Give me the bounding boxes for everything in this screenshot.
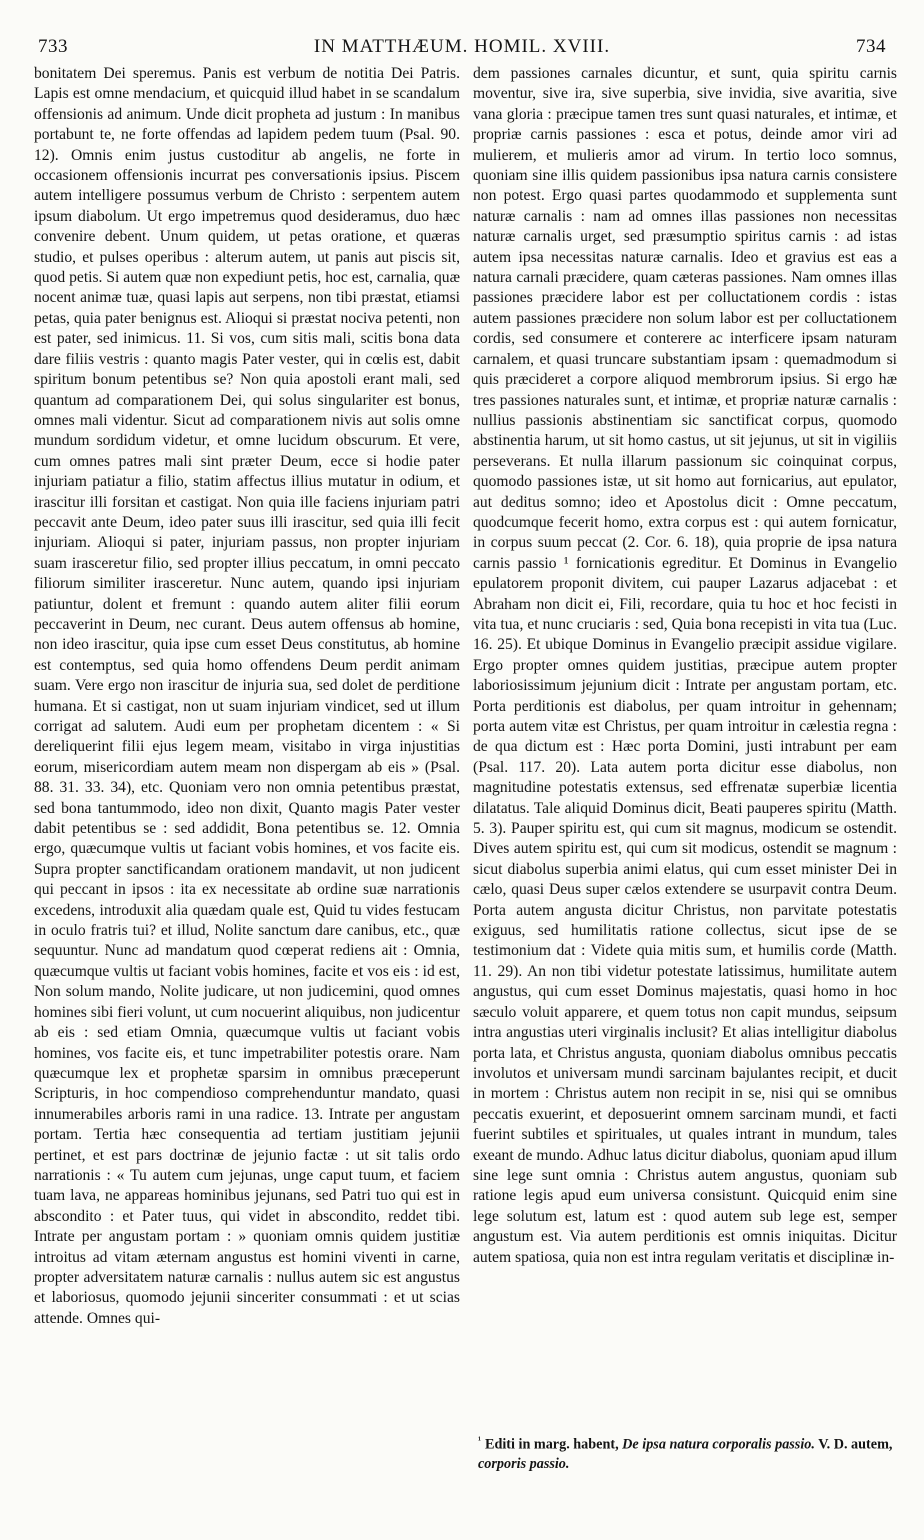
text-column-right <box>473 64 897 1418</box>
footnote-text-before: Editi in marg. habent, <box>485 1436 623 1453</box>
page-number-left: 733 <box>38 36 68 57</box>
footnote-text-middle: V. D. autem, <box>814 1436 893 1453</box>
column-divider <box>466 64 467 1504</box>
running-title: IN MATTHÆUM. HOMIL. XVIII. <box>313 36 611 57</box>
page-number-right: 734 <box>856 36 886 57</box>
column-left-text: bonitatem Dei speremus. Panis est verbum de notitia Dei Patris. Lapis est omne mendacium, et quicquid illud habet in se scandalum offensionis ad animum. Unde dicit propheta ad justum : In manibus portabunt te, ne forte offendas ad lapidem pedem tuum (Psal. 90. 12). Omnis enim justus custoditur ab angelis, ne forte in occasionem offensionis incurrat pes conversationis ipsius. Piscem autem intelligere possumus verbum de Christo : serpentem autem ipsum diabolum. Ut ergo impetremus quod desideramus, duo hæc convenire debent. Unum quidem, ut petas oratione, et quæras studio, et pulses operibus : alterum autem, ut panis aut piscis sit, quod petis. Si autem quæ non expediunt petis, hoc est, carnalia, quæ nocent animæ tuæ, quasi lapis aut serpens, non tibi præstat, etiamsi petas, quia pater benignus est. Alioqui si præstat nociva petenti, non est pater, sed inimicus. 11. Si vos, cum sitis mali, scitis bona data dare filiis vestris : quanto magis Pater vester, qui in cœlis est, dabit spiritum bonum petentibus se? Non quia apostoli erant mali, sed quantum ad comparationem Dei, qui solus singulariter est bonus, omnes mali videntur. Sicut ad comparationem nivis aut solis omne mundum sordidum videtur, et omne lucidum obscurum. Et vere, cum omnes patres mali sint præter Deum, ecce si hodie pater injuriam patiatur a filio, statim affectus illius mutatur in odium, et irascitur illi forsitan et castigat. Non quia ille faciens injuriam patri peccavit ante Deum, ideo pater suus illi irascitur, sed quia illi fecit injuriam. Alioqui si pater, injuriam passus, non propter injuriam suam irasceretur filio, sed propter illius peccatum, in omni peccato filiorum similiter irasceretur. Nunc autem, quando ipsi injuriam patiuntur, dolent et fremunt : quando autem aliter filii eorum peccaverint in Deum, nec curant. Deus autem offensus ab homine, non ideo irascitur, quia ipse cum esset Deus constitutus, ab homine est contemptus, sed quia homo offendens Deum perdit animam suam. Vere ergo non irascitur de injuria sua, sed dolet de perditione humana. Et si castigat, non ut suam injuriam vindicet, sed ut illum corrigat ad salutem. Audi eum per prophetam dicentem : « Si dereliquerint filii ejus legem meam, visitabo in virga injustitias eorum, misericordiam autem meam non dispergam ab eis » (Psal. 88. 31. 33. 34), etc. Quoniam vero non omnia petentibus præstat, sed bona tantummodo, ideo non dixit, Quanto magis Pater vester dabit petentibus se : sed addidit, Bona petentibus se. 12. Omnia ergo, quæcumque vultis ut faciant vobis homines, et vos facite eis. Supra propter sanctificandam orationem mandavit, ut non judicent qui peccant in ipsos : ita ex necessitate ab ordine suæ narrationis excedens, introduxit alia quædam quale est, Quid tu vides festucam in oculo fratris tui? et illud, Nolite sanctum dare canibus, etc., quæ sequuntur. Nunc ad mandatum quod cœperat rediens ait : Omnia, quæcumque vultis ut faciant vobis homines, facite et vos eis : id est, Non solum mando, Nolite judicare, ut non judicemini, quod omnes homines sibi fieri volunt, ut cum nocuerint aliquibus, non judicentur ab eis : sed etiam Omnia, quæcumque vultis ut faciant vobis homines, vos facite eis, et tunc impetrabiliter potestis orare. Nam quæcumque lex et prophetæ sparsim in omnibus præceperunt Scripturis, in hoc compendioso comprehenduntur mandato, quasi innumerabiles arboris rami in una radice. 13. Intrate per angustam portam. Tertia hæc consequentia ad tertiam justitiam jejunii pertinet, et est pars doctrinæ de jejunio factæ : ut sit talis ordo narrationis : « Tu autem cum jejunas, unge caput tuum, et faciem tuam lava, ne appareas hominibus jejunans, sed Patri tuo qui est in abscondito : et Pater tuus, qui videt in abscondito, reddet tibi. Intrate per angustam portam : » quoniam omnis quidem justitiæ introitus ad vitam æternam angustus est homini viventi in carne, propter adversitatem naturæ carnalis : nullus autem sic est angustus et laboriosus, quomodo jejunii sinceriter consummati : et ut scias attende. Omnes qui- <box>34 65 460 1327</box>
footnote <box>478 1432 896 1473</box>
footnote-italic-2: corporis passio. <box>478 1455 570 1472</box>
column-right-text: dem passiones carnales dicuntur, et sunt, quia spiritu carnis moventur, sive ira, sive superbia, sive invidia, sive avaritia, sive vana gloria : præcipue tamen tres sunt quasi naturales, et intimæ, et propriæ carnis passiones : esca et potus, deinde amor viri ad mulierem, et mulieris amor ad virum. In tertio loco somnus, quoniam sine illis quidem passionibus ipsa natura carnis consistere non potest. Ergo quasi partes quodammodo et supplementa sunt naturæ carnalis : nam ad omnes illas passiones non necessitas naturæ carnalis urget, sed præsumptio spiritus carnis : ad istas autem ipsa necessitas naturæ carnalis. Ideo et gravius est eas a natura carnali præcidere, quam cæteras passiones. Nam omnes illas passiones præcidere labor est per colluctationem cordis : istas autem passiones præcidere non solum labor est per colluctationem cordis, sed consumere et conterere ac interficere ipsam naturam carnalem, et quasi truncare substantiam ipsam : quemadmodum si quis præcideret a corpore aliquod membrorum ipsius. Si ergo hæ tres passiones naturales sunt, et intimæ, et propriæ naturæ carnalis : nullius passionis abstinentiam sic sanctificat corpus, quomodo abstinentia harum, ut sit homo castus, ut sit jejunus, ut sit in vigiliis perseverans. Et nulla illarum passionum sic coinquinat corpus, quomodo passiones istæ, ut sit homo aut fornicarius, aut epulator, aut deditus somno; ideo et Apostolus dicit : Omne peccatum, quodcumque fecerit homo, extra corpus est : qui autem fornicatur, in corpus suum peccat (2. Cor. 6. 18), quia proprie de ipsa natura carnis passio ¹ fornicationis egreditur. Et Dominus in Evangelio epulatorem proponit divitem, cui pauper Lazarus adjacebat : et Abraham non dicit ei, Fili, recordare, quia tu hoc et hoc fecisti in vita tua, et nunc cruciaris : sed, Quia bona recepisti in vita tua (Luc. 16. 25). Et ubique Dominus in Evangelio præcipit assidue vigilare. Ergo propter omnes quidem justitias, præcipue autem propter laboriosissimum jejunium dicit : Intrate per angustam portam, etc. Porta perditionis est diabolus, per quam introitur in gehennam; porta autem vitæ est Christus, per quam introitur in cælestia regna : de qua dictum est : Hæc porta Domini, justi intrabunt per eam (Psal. 117. 20). Lata autem porta dicitur esse diabolus, non magnitudine potestatis extensus, sed effrenatæ superbiæ licentia dilatatus. Tale aliquid Dominus dicit, Beati pauperes spiritu (Matth. 5. 3). Pauper spiritu est, qui cum sit magnus, modicum se ostendit. Dives autem spiritu est, qui cum sit modicus, ostendit se magnum : sicut diabolus superbia animi elatus, qui cum esset minister Dei in cælo, quasi Deus super cælos extendere se usurpavit contra Deum. Porta autem angusta dicitur Christus, non parvitate potestatis exiguus, sed humilitatis ratione collectus, sicut ipse de se testimonium dat : Videte quia mitis sum, et humilis corde (Matth. 11. 29). An non tibi videtur potestate latissimus, humilitate autem angustus, qui cum esset Dominus majestatis, quasi homo in hoc sæculo voluit apparere, et quem totus non capit mundus, seipsum intra angustias uteri virginalis inclusit? Et alias intelligitur diabolus porta lata, et Christus angusta, quoniam diabolus omnibus peccatis involutos et universam mundi sarcinam bajulantes recipit, et ducit in mortem : Christus autem non recipit in se, nisi qui se omnibus peccatis exuerint, et deposuerint omnem sarcinam mundi, et facti fuerint subtiles et spirituales, ut quales intrant in mundum, tales exeant de mundo. Adhuc latus dicitur diabolus, quoniam apud illum sine lege sunt omnia : Christus autem angustus, quoniam sub ratione legis apud eum universa consistunt. Quicquid enim sine lege solutum est, latum est : quod autem sub lege est, semper angustum est. Via autem perditionis est omnis iniquitas. Dicitur autem spatiosa, quia non est intra regulam veritatis et disciplinæ in- <box>473 65 897 1266</box>
text-column-left <box>34 64 460 1504</box>
footnote-italic-1: De ipsa natura corporalis passio. <box>622 1436 815 1453</box>
running-header <box>0 0 924 62</box>
footnote-marker: ¹ <box>478 1435 481 1446</box>
